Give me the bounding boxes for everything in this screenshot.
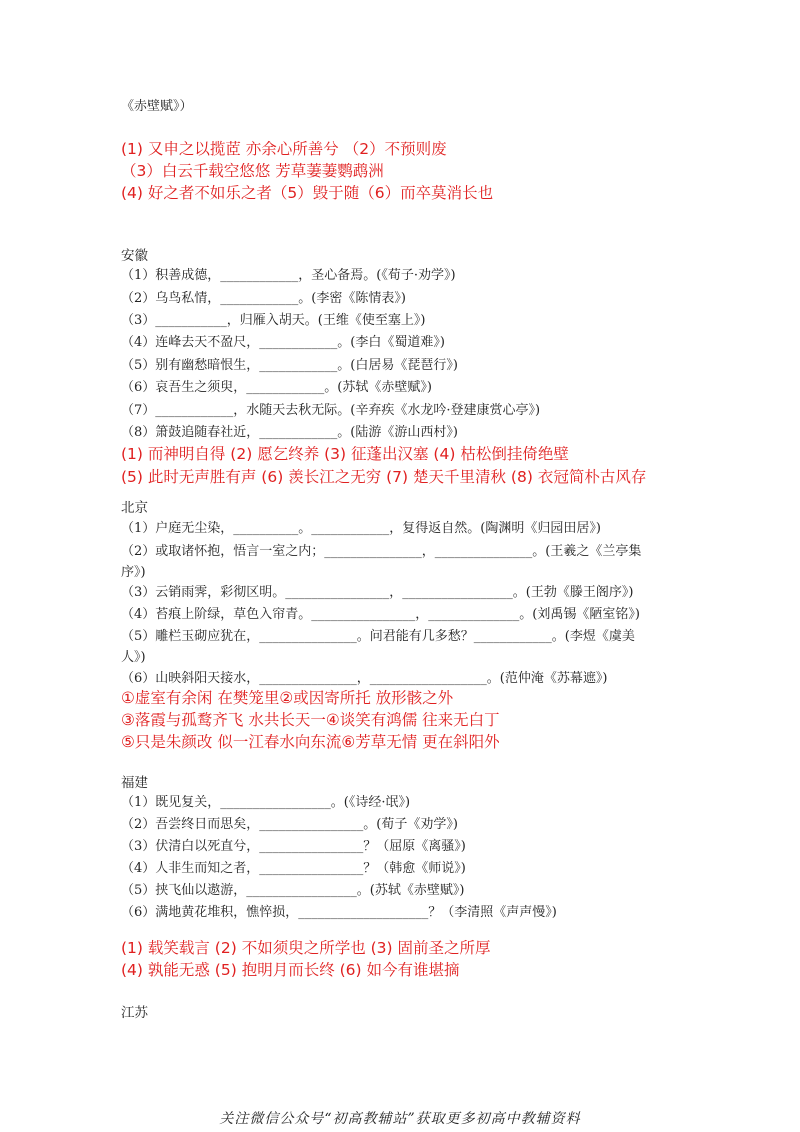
fujian-question: （4）人非生而知之者，________________？（韩愈《师说》) [121,861,466,876]
anhui-answer-line-2: (5) 此时无声胜有声 (6) 羡长江之无穷 (7) 楚天千里清秋 (8) 衣冠简朴古风存 [121,468,647,486]
chibi-answer-line-2: （3）白云千载空悠悠 芳草萋萋鹦鹉洲 [121,162,384,180]
fujian-question: （3）伏清白以死直兮，________________？（屈原《离骚》) [121,839,466,854]
fujian-question: （1）既见复关，_________________。(《诗经·氓》) [121,795,411,810]
beijing-question: （1）户庭无尘染，__________。____________，复得返自然。(陶渊明《归园田居》) [121,521,601,536]
fujian-answer-line-1: (1) 载笑载言 (2) 不如须臾之所学也 (3) 固前圣之所厚 [121,939,491,957]
beijing-question: （6）山映斜阳天接水，_______________，__________________。(范仲淹《苏幕遮》) [121,671,608,686]
fujian-question: （6）满地黄花堆积，憔悴损，____________________？（李清照《声声慢》) [121,905,557,920]
anhui-question: （8）箫鼓追随春社近，____________。(陆游《游山西村》) [121,425,458,440]
anhui-heading: 安徽 [121,248,148,264]
anhui-question: （1）积善成德，____________，圣心备焉。(《荀子·劝学》) [121,268,456,283]
beijing-question: （5）雕栏玉砌应犹在，_______________。问君能有几多愁？____________。(李煜《虞美 [121,629,635,644]
fujian-question: （5）挟飞仙以遨游，_________________。(苏轼《赤壁赋》) [121,883,465,898]
beijing-question: 序》) [121,565,146,580]
beijing-question: 人》) [121,650,146,665]
anhui-question: （6）哀吾生之须臾，____________。(苏轼《赤壁赋》) [121,380,432,395]
fujian-heading: 福建 [121,775,148,791]
anhui-question: （7）____________，水随天去秋无际。(辛弃疾《水龙吟·登建康赏心亭》) [121,403,541,418]
fujian-question: （2）吾尝终日而思矣，________________。(荀子《劝学》) [121,817,458,832]
beijing-question: （4）苔痕上阶绿，草色入帘青。________________，______________。(刘禹锡《陋室铭》) [121,607,640,622]
beijing-answer-line-3: ⑤只是朱颜改 似一江春水向东流⑥芳草无情 更在斜阳外 [121,733,500,751]
chibi-answer-line-3: (4) 好之者不如乐之者（5）毁于随（6）而卒莫消长也 [121,184,494,202]
anhui-question: （3）___________，归雁入胡天。(王维《使至塞上》) [121,313,426,328]
anhui-question: （5）别有幽愁暗恨生，____________。(白居易《琵琶行》) [121,358,458,373]
anhui-question: （2）乌鸟私情，____________。(李密《陈情表》) [121,291,406,306]
beijing-answer-line-2: ③落霞与孤鹜齐飞 水共长天一④谈笑有鸿儒 往来无白丁 [121,711,500,729]
anhui-answer-line-1: (1) 而神明自得 (2) 愿乞终养 (3) 征蓬出汉塞 (4) 枯松倒挂倚绝壁 [121,445,569,463]
beijing-heading: 北京 [121,500,148,516]
footer-promo-text: 关注微信公众号“初高教辅站”获取更多初高中教辅资料 [219,1111,581,1127]
fujian-answer-line-2: (4) 孰能无惑 (5) 抱明月而长终 (6) 如今有谁堪摘 [121,961,460,979]
beijing-question: （3）云销雨霁，彩彻区明。________________，_________________。(王勃《滕王阁序》) [121,585,634,600]
jiangsu-heading: 江苏 [121,1005,148,1021]
beijing-question: （2）或取诸怀抱，悟言一室之内；_______________，_______________。(王羲之《兰亭集 [121,544,642,559]
chibi-title: 《赤壁赋》） [121,99,193,114]
anhui-question: （4）连峰去天不盈尺，____________。(李白《蜀道难》) [121,335,445,350]
chibi-answer-line-1: (1) 又申之以揽茝 亦余心所善兮 （2）不预则废 [121,140,447,158]
beijing-answer-line-1: ①虚室有余闲 在樊笼里②或因寄所托 放形骸之外 [121,689,454,707]
